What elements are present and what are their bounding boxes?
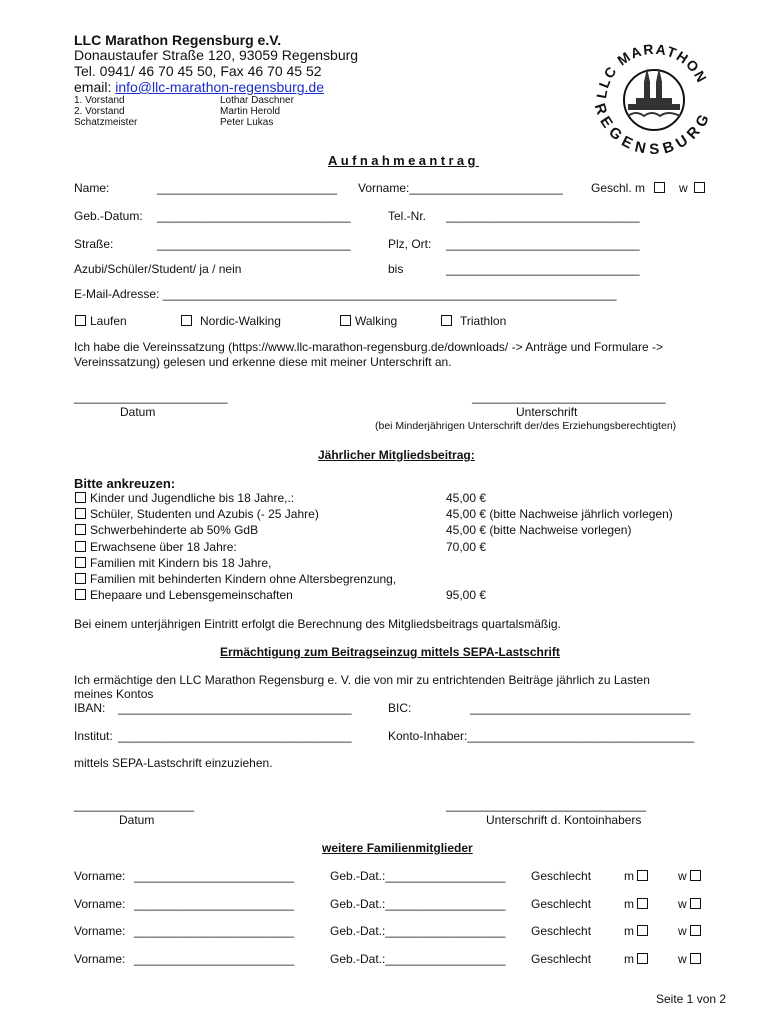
checkbox[interactable]: [75, 508, 86, 519]
form-title: Aufnahmeantrag: [328, 153, 479, 168]
org-address: Donaustaufer Straße 120, 93059 Regensburg: [74, 47, 359, 63]
name-label: Name:: [74, 181, 110, 195]
bic-label: BIC:: [388, 701, 412, 715]
fee-price: 95,00 €: [446, 588, 487, 602]
board-name-1: Lothar Daschner: [220, 95, 294, 106]
checkbox[interactable]: [690, 870, 701, 881]
fee-option[interactable]: [75, 572, 396, 586]
family-w-option[interactable]: [678, 924, 705, 938]
checkbox[interactable]: [637, 898, 648, 909]
konto-inhaber-field[interactable]: Konto-Inhaber:__________________________________: [388, 729, 695, 743]
email-label: email:: [74, 79, 116, 95]
checkbox[interactable]: [690, 898, 701, 909]
family-vorname-label: Vorname:: [74, 897, 126, 911]
institut-field[interactable]: ___________________________________: [118, 729, 352, 743]
sport-option-walking[interactable]: [340, 314, 397, 328]
gender-w-option[interactable]: [679, 181, 709, 195]
family-vorname-field[interactable]: ________________________: [134, 897, 295, 911]
fee-option[interactable]: [75, 540, 237, 554]
sepa-signature-line[interactable]: ______________________________: [446, 798, 647, 812]
fees-heading: Jährlicher Mitgliedsbeitrag:: [318, 448, 475, 462]
gender-w-label: w: [679, 181, 688, 195]
sepa-heading: Ermächtigung zum Beitragseinzug mittels SEPA-Lastschrift: [220, 645, 560, 659]
checkbox[interactable]: [75, 557, 86, 568]
fees-note: Bei einem unterjährigen Eintritt erfolgt die Berechnung des Mitgliedsbeitrags quartalsmäßig.: [74, 617, 561, 631]
checkbox[interactable]: [75, 524, 86, 535]
date-label: Datum: [120, 405, 156, 419]
fees-instruction: Bitte ankreuzen:: [74, 476, 176, 491]
tel-field[interactable]: _____________________________: [446, 209, 640, 223]
fee-price: 45,00 € (bitte Nachweise jährlich vorlegen): [446, 507, 673, 521]
email-field[interactable]: E-Mail-Adresse: ____________________________________________________________________: [74, 287, 617, 301]
family-geb-field[interactable]: Geb.-Dat.:__________________: [330, 924, 506, 938]
family-m-option[interactable]: [624, 952, 652, 966]
checkbox[interactable]: [441, 315, 452, 326]
family-vorname-field[interactable]: ________________________: [134, 952, 295, 966]
fee-price: 70,00 €: [446, 540, 487, 554]
checkbox[interactable]: [181, 315, 192, 326]
sepa-line-1: Ich ermächtige den LLC Marathon Regensburg e. V. die von mir zu entrichtenden Beiträge jährlich zu Lasten: [74, 673, 650, 687]
fee-label: Familien mit Kindern bis 18 Jahre,: [90, 556, 272, 570]
board-role-3: Schatzmeister: [74, 117, 138, 128]
sport-option-laufen[interactable]: [75, 314, 127, 328]
family-vorname-field[interactable]: ________________________: [134, 924, 295, 938]
family-geb-field[interactable]: Geb.-Dat.:__________________: [330, 897, 506, 911]
name-field[interactable]: ___________________________: [157, 181, 338, 195]
family-vorname-label: Vorname:: [74, 952, 126, 966]
family-vorname-label: Vorname:: [74, 924, 126, 938]
bis-label: bis: [388, 262, 404, 276]
plz-label: Plz, Ort:: [388, 237, 432, 251]
m-label: m: [624, 952, 634, 966]
family-heading: weitere Familienmitglieder: [322, 841, 473, 855]
w-label: w: [678, 924, 687, 938]
fee-label: Ehepaare und Lebensgemeinschaften: [90, 588, 293, 602]
fee-price: 45,00 € (bitte Nachweise vorlegen): [446, 523, 632, 537]
sport-label: Walking: [355, 314, 398, 328]
org-email-row: [74, 79, 324, 95]
gender-m-label: Geschl. m: [591, 181, 646, 195]
gender-m-checkbox[interactable]: [654, 182, 665, 193]
fee-option[interactable]: [75, 588, 293, 602]
gender-m-option[interactable]: [591, 181, 669, 195]
institut-label: Institut:: [74, 729, 113, 743]
gebdatum-label: Geb.-Datum:: [74, 209, 143, 223]
checkbox[interactable]: [637, 925, 648, 936]
sepa-date-line[interactable]: __________________: [74, 798, 195, 812]
w-label: w: [678, 897, 687, 911]
iban-label: IBAN:: [74, 701, 106, 715]
tel-label: Tel.-Nr.: [388, 209, 427, 223]
checkbox[interactable]: [690, 925, 701, 936]
family-geschlecht-label: Geschlecht: [531, 952, 592, 966]
fee-option[interactable]: [75, 556, 271, 570]
page-number: Seite 1 von 2: [656, 992, 727, 1006]
logo-bottom-text: REGENSBURG: [590, 101, 716, 154]
checkbox[interactable]: [340, 315, 351, 326]
signature-note: (bei Minderjährigen Unterschrift der/des Erziehungsberechtigten): [375, 420, 677, 432]
email-link[interactable]: info@llc-marathon-regensburg.de: [115, 79, 324, 95]
sport-option-nordic-walking[interactable]: [181, 314, 281, 328]
bis-field[interactable]: _____________________________: [446, 262, 640, 276]
board-role-2: 2. Vorstand: [74, 106, 125, 117]
sepa-closing: mittels SEPA-Lastschrift einzuziehen.: [74, 756, 273, 770]
family-geschlecht-label: Geschlecht: [531, 897, 592, 911]
family-m-option[interactable]: [624, 924, 652, 938]
checkbox[interactable]: [75, 589, 86, 600]
checkbox[interactable]: [75, 492, 86, 503]
checkbox[interactable]: [75, 541, 86, 552]
bic-field[interactable]: _________________________________: [470, 701, 691, 715]
statute-line-1: Ich habe die Vereinssatzung (https://www.llc-marathon-regensburg.de/downloads/ -> Anträge und Formulare ->: [74, 340, 663, 354]
vorname-field[interactable]: Vorname:_______________________: [358, 181, 563, 195]
sport-option-triathlon[interactable]: [441, 314, 506, 328]
sepa-date-label: Datum: [119, 813, 155, 827]
azubi-label: Azubi/Schüler/Student/ ja / nein: [74, 262, 242, 276]
family-vorname-field[interactable]: ________________________: [134, 869, 295, 883]
fee-label: Familien mit behinderten Kindern ohne Altersbegrenzung,: [90, 572, 397, 586]
checkbox[interactable]: [690, 953, 701, 964]
statute-line-2: Vereinssatzung) gelesen und erkenne diese mit meiner Unterschrift an.: [74, 355, 452, 369]
checkbox[interactable]: [75, 315, 86, 326]
family-geschlecht-label: Geschlecht: [531, 869, 592, 883]
family-geb-field[interactable]: Geb.-Dat.:__________________: [330, 869, 506, 883]
board-name-3: Peter Lukas: [220, 117, 274, 128]
m-label: m: [624, 869, 634, 883]
w-label: w: [678, 952, 687, 966]
date-line[interactable]: _______________________: [74, 390, 228, 404]
gender-w-checkbox[interactable]: [694, 182, 705, 193]
w-label: w: [678, 869, 687, 883]
board-name-2: Martin Herold: [220, 106, 281, 117]
sport-label: Nordic-Walking: [200, 314, 281, 328]
fee-option[interactable]: [75, 491, 294, 505]
m-label: m: [624, 924, 634, 938]
fee-option[interactable]: [75, 523, 258, 537]
family-geb-field[interactable]: Geb.-Dat.:__________________: [330, 952, 506, 966]
board-role-1: 1. Vorstand: [74, 95, 125, 106]
sepa-line-2: meines Kontos: [74, 687, 154, 701]
family-vorname-label: Vorname:: [74, 869, 126, 883]
fee-price: 45,00 €: [446, 491, 487, 505]
checkbox[interactable]: [637, 953, 648, 964]
family-m-option[interactable]: [624, 869, 652, 883]
family-geschlecht-label: Geschlecht: [531, 924, 592, 938]
signature-line[interactable]: _____________________________: [472, 390, 666, 404]
club-logo: [584, 24, 724, 154]
m-label: m: [624, 897, 634, 911]
plz-field[interactable]: _____________________________: [446, 237, 640, 251]
sport-label: Laufen: [90, 314, 127, 328]
gebdatum-field[interactable]: _____________________________: [157, 209, 351, 223]
sepa-signature-label: Unterschrift d. Kontoinhabers: [486, 813, 642, 827]
fee-label: Schüler, Studenten und Azubis (- 25 Jahre): [90, 507, 319, 521]
strasse-field[interactable]: _____________________________: [157, 237, 351, 251]
checkbox[interactable]: [75, 573, 86, 584]
logo-top-text: LLC MARATHON: [593, 40, 711, 100]
family-w-option[interactable]: [678, 869, 705, 883]
fee-label: Kinder und Jugendliche bis 18 Jahre,.:: [90, 491, 295, 505]
org-phone: Tel. 0941/ 46 70 45 50, Fax 46 70 45 52: [74, 63, 322, 79]
family-m-option[interactable]: [624, 897, 652, 911]
strasse-label: Straße:: [74, 237, 114, 251]
fee-option[interactable]: [75, 507, 319, 521]
iban-field[interactable]: ___________________________________: [118, 701, 352, 715]
family-w-option[interactable]: [678, 952, 705, 966]
org-name: LLC Marathon Regensburg e.V.: [74, 32, 282, 48]
family-w-option[interactable]: [678, 897, 705, 911]
checkbox[interactable]: [637, 870, 648, 881]
sport-label: Triathlon: [460, 314, 507, 328]
fee-label: Erwachsene über 18 Jahre:: [90, 540, 237, 554]
signature-label: Unterschrift: [516, 405, 578, 419]
fee-label: Schwerbehinderte ab 50% GdB: [90, 523, 259, 537]
